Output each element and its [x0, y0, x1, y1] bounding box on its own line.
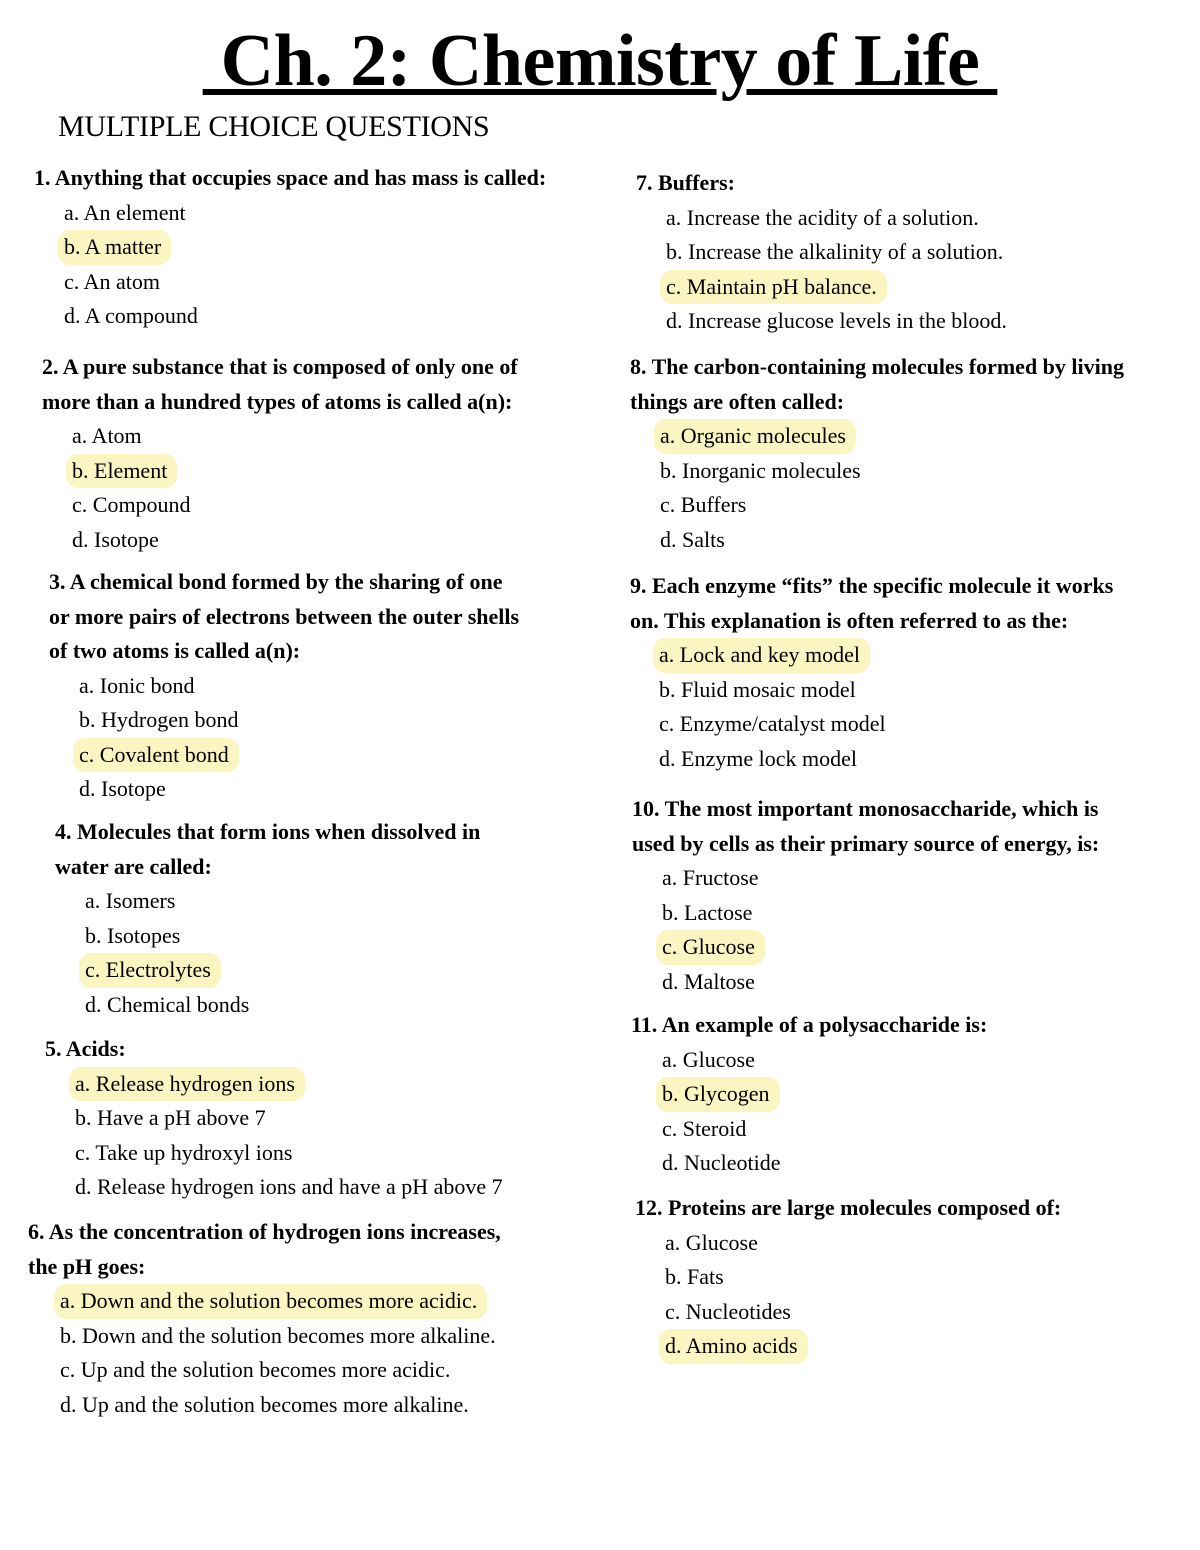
- answer-option: c. Take up hydroxyl ions: [75, 1139, 293, 1165]
- answer-option: d. Nucleotide: [662, 1150, 781, 1175]
- answer-option: a. Ionic bond: [79, 672, 195, 698]
- question-8: [630, 350, 1124, 557]
- highlighted-answer-option: c. Covalent bond: [73, 738, 239, 773]
- question-9-options: [659, 638, 1113, 776]
- answer-option: b. Increase the alkalinity of a solution.: [666, 239, 1004, 264]
- answer-option: b. Isotopes: [85, 922, 181, 948]
- highlighted-answer-option: a. Release hydrogen ions: [69, 1067, 305, 1102]
- answer-option: b. Hydrogen bond: [79, 707, 239, 732]
- highlighted-answer-option: a. Lock and key model: [653, 638, 870, 673]
- answer-option: b. Have a pH above 7: [75, 1105, 266, 1130]
- answer-option: a. Increase the acidity of a solution.: [666, 204, 979, 230]
- answer-option: d. Increase glucose levels in the blood.: [666, 308, 1007, 333]
- question-9: [630, 569, 1113, 776]
- question-4-options: [85, 884, 480, 1022]
- question-8-options: [660, 419, 1124, 557]
- question-1-options: [64, 196, 546, 334]
- answer-option: c. Nucleotides: [665, 1298, 791, 1324]
- question-3-stem: 3. A chemical bond formed by the sharing of one: [49, 569, 503, 594]
- answer-option: b. Down and the solution becomes more alkaline.: [60, 1322, 496, 1348]
- answer-option: a. Glucose: [665, 1229, 758, 1255]
- question-10-stem: 10. The most important monosaccharide, which is: [632, 796, 1099, 821]
- answer-option: a. Atom: [72, 423, 142, 448]
- question-1-stem: 1. Anything that occupies space and has mass is called:: [34, 165, 547, 190]
- question-9-stem: on. This explanation is often referred to as the:: [630, 607, 1069, 633]
- answer-option: d. Maltose: [662, 968, 755, 994]
- question-1: [34, 161, 546, 334]
- highlighted-answer-option: c. Electrolytes: [79, 953, 221, 988]
- answer-option: a. Glucose: [662, 1046, 755, 1072]
- answer-option: d. Isotope: [79, 776, 166, 801]
- question-7-options: [666, 201, 1017, 339]
- highlighted-answer-option: d. Amino acids: [659, 1329, 808, 1364]
- question-3-stem: or more pairs of electrons between the outer shells: [49, 603, 520, 629]
- question-6: [28, 1215, 506, 1422]
- answer-option: c. Steroid: [662, 1115, 747, 1141]
- question-5-stem: 5. Acids:: [45, 1036, 126, 1061]
- question-10-stem: used by cells as their primary source of energy, is:: [632, 830, 1100, 856]
- question-9-stem: 9. Each enzyme “fits” the specific molecule it works: [630, 573, 1114, 598]
- question-10: [632, 792, 1099, 999]
- highlighted-answer-option: c. Glucose: [656, 930, 765, 965]
- section-heading: MULTIPLE CHOICE QUESTIONS: [58, 110, 490, 143]
- question-12-options: [665, 1226, 1061, 1364]
- question-4: [55, 815, 480, 1022]
- question-5-options: [75, 1067, 513, 1205]
- highlighted-answer-option: b. Element: [66, 454, 177, 489]
- question-2-stem: 2. A pure substance that is composed of only one of: [42, 354, 518, 379]
- answer-option: c. An atom: [64, 268, 160, 294]
- answer-option: c. Up and the solution becomes more acidic.: [60, 1357, 451, 1382]
- answer-option: d. Up and the solution becomes more alkaline.: [60, 1391, 469, 1417]
- answer-option: b. Fluid mosaic model: [659, 676, 856, 702]
- answer-option: d. Salts: [660, 526, 725, 552]
- question-7-stem: 7. Buffers:: [636, 170, 735, 195]
- highlighted-answer-option: a. Organic molecules: [654, 419, 856, 454]
- question-8-stem: 8. The carbon-containing molecules formed by living: [630, 354, 1124, 379]
- answer-option: d. Chemical bonds: [85, 991, 250, 1017]
- answer-option: d. A compound: [64, 303, 198, 328]
- question-12: [635, 1191, 1061, 1364]
- highlighted-answer-option: c. Maintain pH balance.: [660, 270, 887, 305]
- question-8-stem: things are often called:: [630, 388, 845, 414]
- highlighted-answer-option: b. A matter: [58, 230, 171, 265]
- question-2-stem: more than a hundred types of atoms is called a(n):: [42, 388, 513, 414]
- question-3-stem: of two atoms is called a(n):: [49, 638, 301, 663]
- question-6-stem: 6. As the concentration of hydrogen ions increases,: [28, 1219, 501, 1244]
- highlighted-answer-option: b. Glycogen: [656, 1077, 780, 1112]
- question-2: [42, 350, 518, 557]
- question-7: [636, 166, 1017, 339]
- answer-option: d. Release hydrogen ions and have a pH above 7: [75, 1174, 503, 1199]
- question-11-stem: 11. An example of a polysaccharide is:: [631, 1012, 988, 1037]
- answer-option: b. Fats: [665, 1264, 724, 1289]
- question-10-options: [662, 861, 1099, 999]
- question-2-options: [72, 419, 518, 557]
- answer-option: c. Enzyme/catalyst model: [659, 711, 886, 736]
- question-11-options: [662, 1043, 987, 1181]
- answer-option: d. Isotope: [72, 526, 159, 552]
- question-5: [45, 1032, 513, 1205]
- answer-option: c. Compound: [72, 492, 191, 517]
- question-6-options: [60, 1284, 506, 1422]
- answer-option: d. Enzyme lock model: [659, 745, 857, 771]
- answer-option: a. An element: [64, 199, 186, 225]
- answer-option: b. Lactose: [662, 899, 753, 925]
- question-12-stem: 12. Proteins are large molecules composed of:: [635, 1195, 1062, 1220]
- question-3: [49, 565, 519, 807]
- answer-option: a. Isomers: [85, 888, 176, 913]
- question-6-stem: the pH goes:: [28, 1253, 146, 1279]
- page-title: [0, 18, 1200, 104]
- highlighted-answer-option: a. Down and the solution becomes more acidic.: [54, 1284, 487, 1319]
- question-3-options: [79, 669, 519, 807]
- question-11: [631, 1008, 987, 1181]
- answer-option: b. Inorganic molecules: [660, 457, 861, 483]
- answer-option: a. Fructose: [662, 865, 759, 890]
- page-title-text: Ch. 2: Chemistry of Life: [202, 20, 998, 102]
- question-4-stem: 4. Molecules that form ions when dissolved in: [55, 819, 481, 844]
- answer-option: c. Buffers: [660, 492, 747, 517]
- question-4-stem: water are called:: [55, 853, 212, 879]
